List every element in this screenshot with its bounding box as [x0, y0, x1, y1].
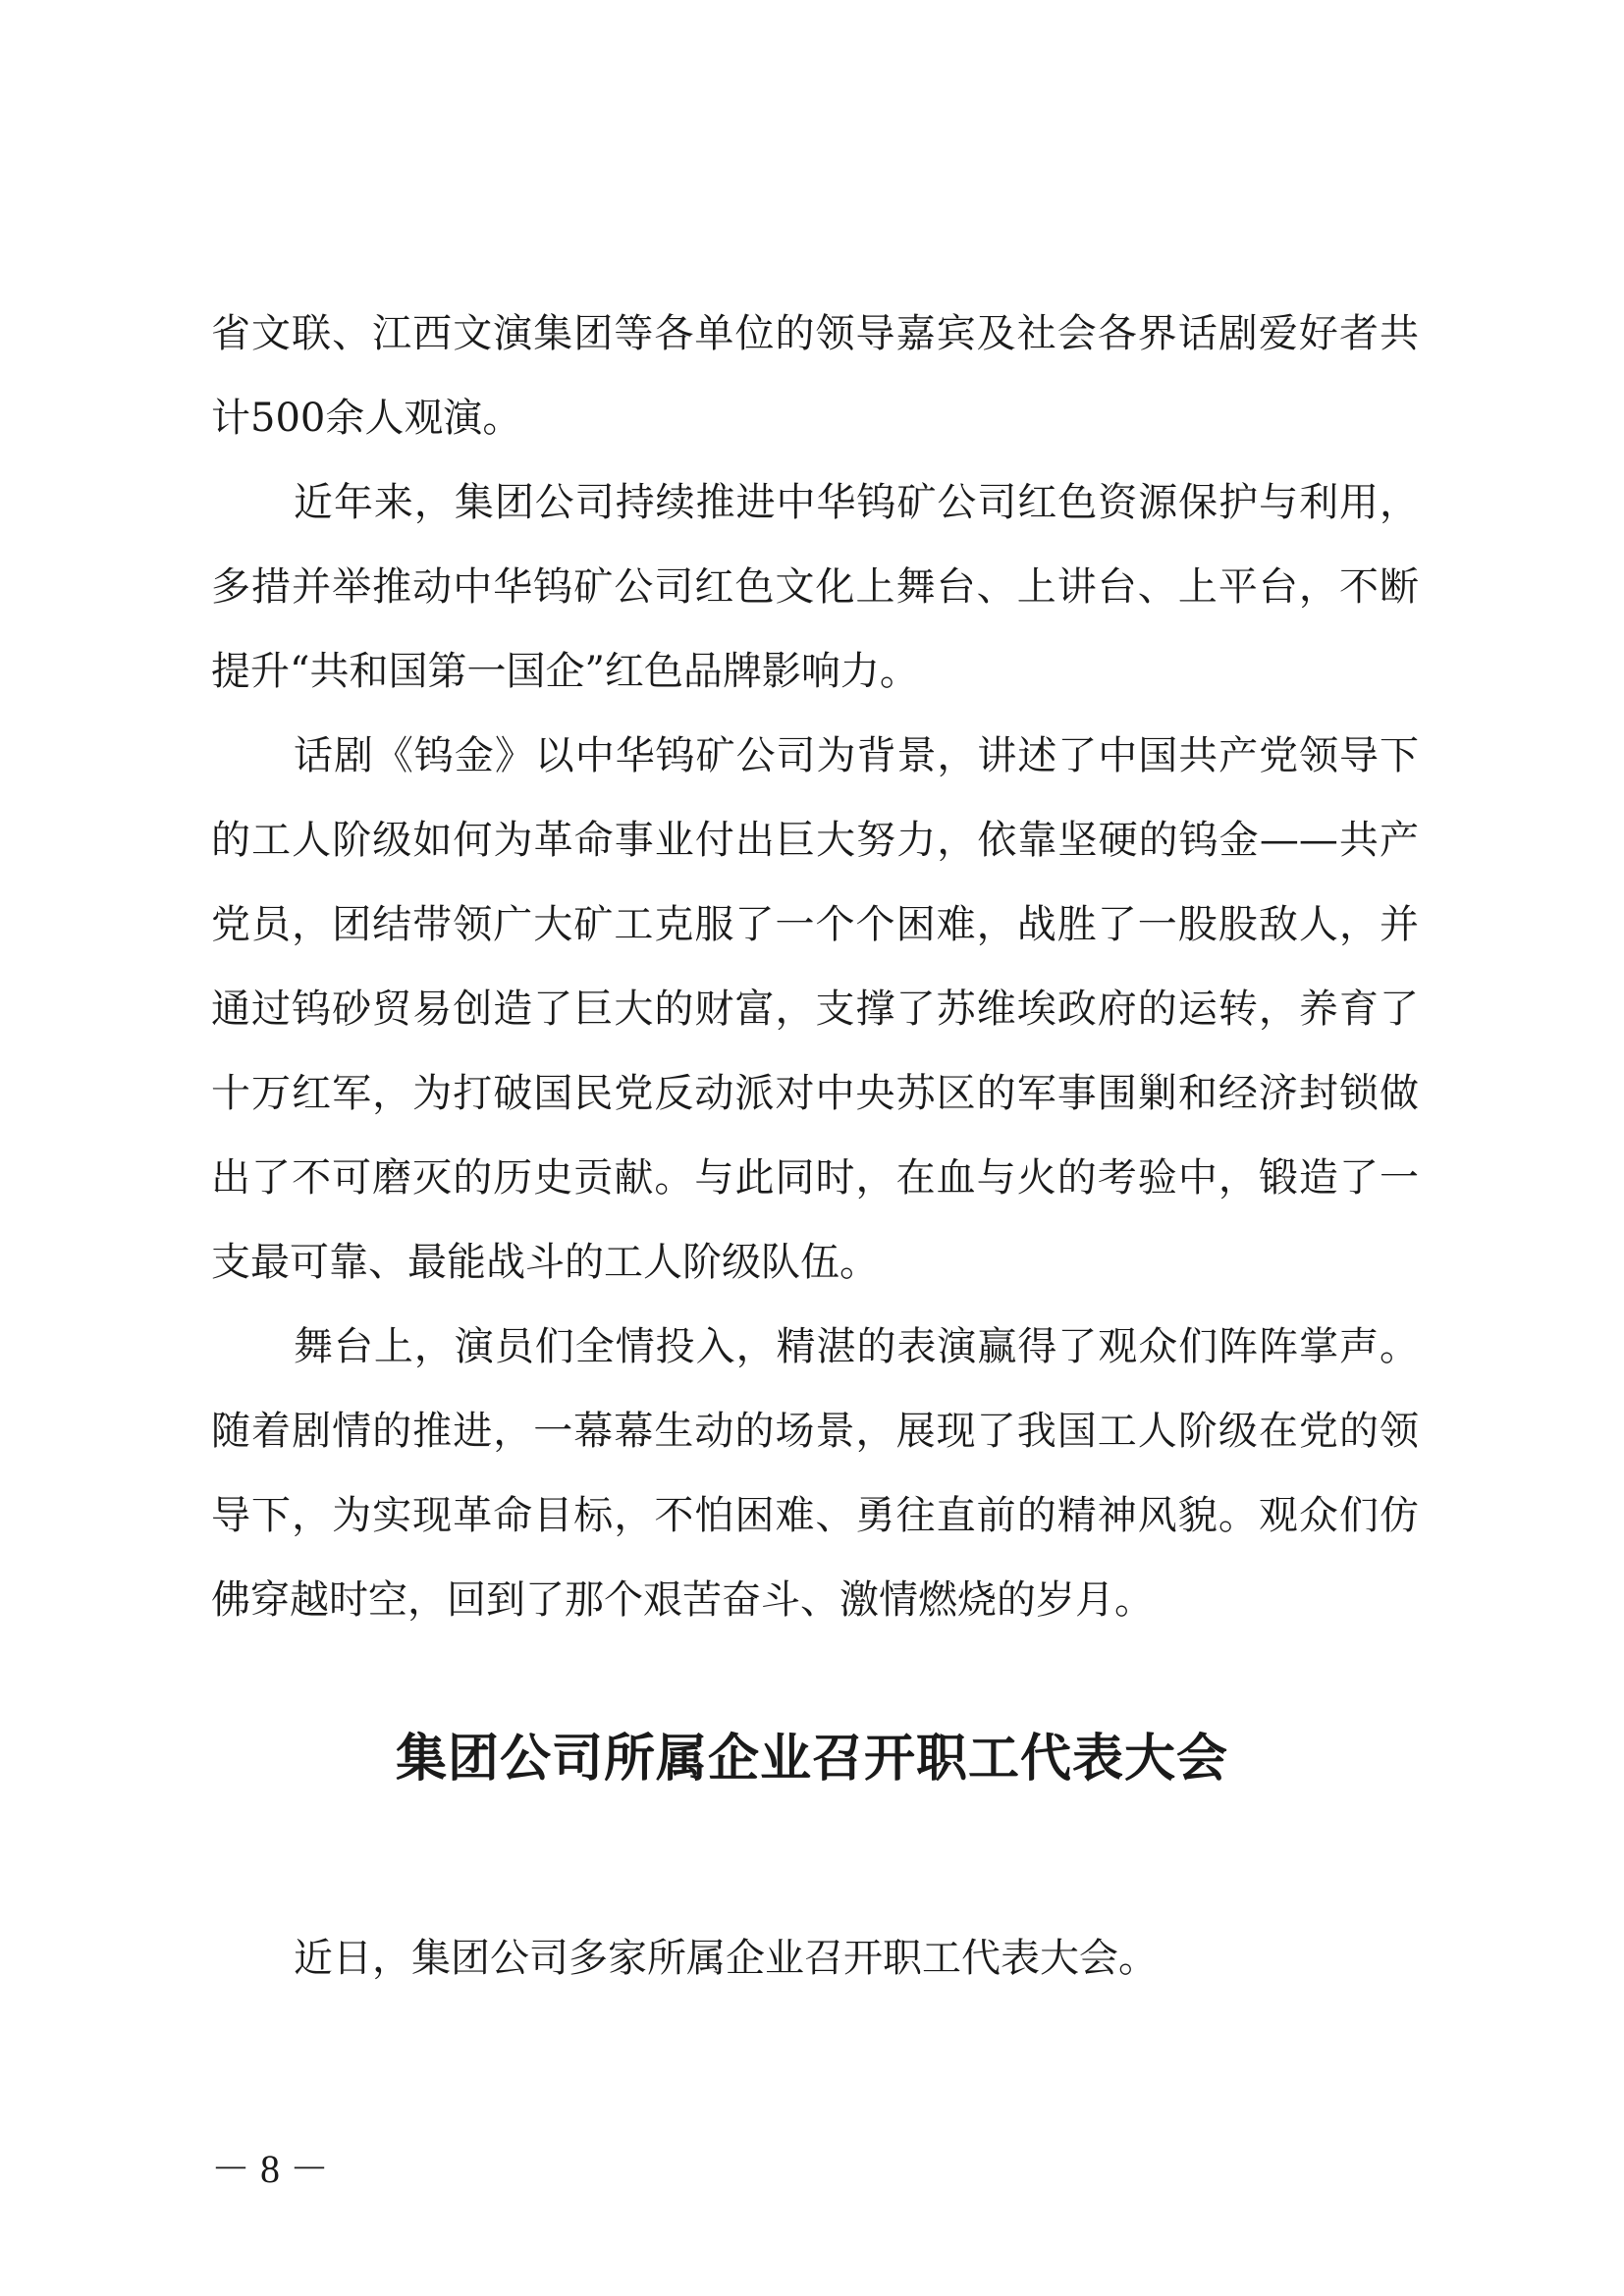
paragraph-continuation: 省文联、江西文演集团等各单位的领导嘉宾及社会各界话剧爱好者共计500余人观演。: [211, 311, 1419, 441]
page-number: － 8 －: [211, 2147, 329, 2191]
paragraph: 近年来，集团公司持续推进中华钨矿公司红色资源保护与利用，多措并举推动中华钨矿公司红色文化上舞台、上讲台、上平台，不断提升“共和国第一国企”红色品牌影响力。: [211, 480, 1419, 694]
article-heading: 集团公司所属企业召开职工代表大会: [395, 1729, 1228, 1789]
article-body-1: [211, 292, 1419, 1642]
paragraph: 近日，集团公司多家所属企业召开职工代表大会。: [294, 1936, 1158, 1981]
paragraph: 舞台上，演员们全情投入，精湛的表演赢得了观众们阵阵掌声。随着剧情的推进，一幕幕生动的场景，展现了我国工人阶级在党的领导下，为实现革命目标，不怕困难、勇往直前的精神风貌。观众们仿佛穿越时空，回到了那个艰苦奋斗、激情燃烧的岁月。: [211, 1324, 1419, 1623]
article-body-2: [211, 1916, 1419, 2001]
paragraph: 话剧《钨金》以中华钨矿公司为背景，讲述了中国共产党领导下的工人阶级如何为革命事业付出巨大努力，依靠坚硬的钨金——共产党员，团结带领广大矿工克服了一个个困难，战胜了一股股敌人，并通过钨砂贸易创造了巨大的财富，支撑了苏维埃政府的运转，养育了十万红军，为打破国民党反动派对中央苏区的军事围剿和经济封锁做出了不可磨灭的历史贡献。与此同时，在血与火的考验中，锻造了一支最可靠、最能战斗的工人阶级队伍。: [211, 733, 1419, 1285]
